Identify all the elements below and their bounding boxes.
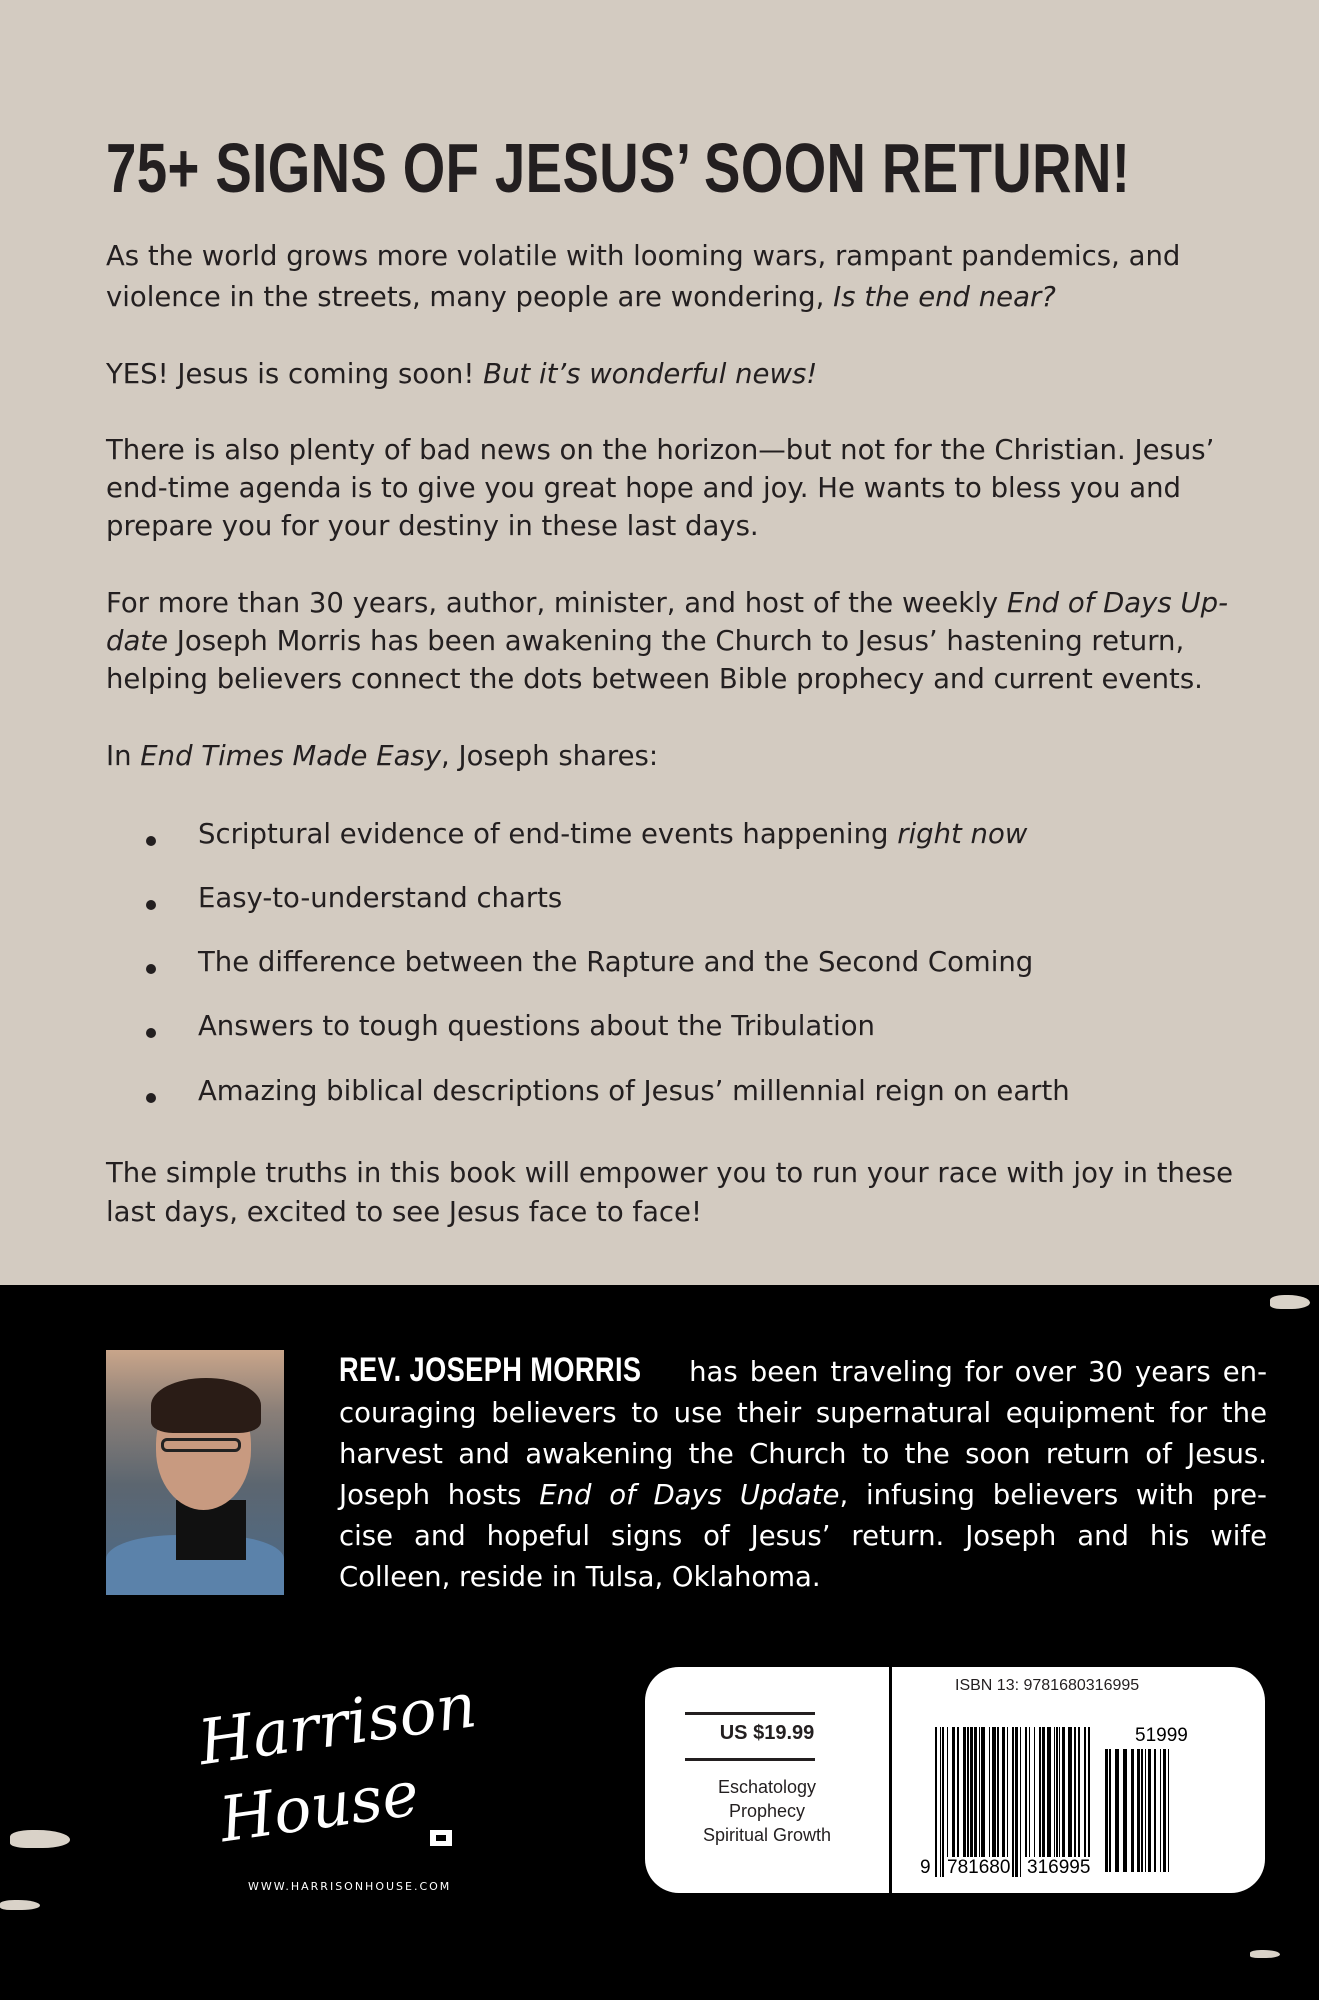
body-line: There is also plenty of bad news on the horizon—but not for the Christian. Jesus’ [106,434,1215,466]
barcode-digits-left: 781680 [947,1857,1011,1878]
barcode-bar [1056,1727,1058,1877]
barcode-bar [952,1727,955,1877]
barcode-bar [1059,1727,1060,1877]
bullet-icon [146,836,156,846]
barcode-bar [942,1727,944,1877]
barcode-bar [997,1727,999,1877]
svg-text:House: House [215,1756,424,1857]
bullet-icon [146,1028,156,1038]
barcode-bar [1015,1727,1018,1877]
barcode-bar [1025,1727,1027,1877]
barcode-bar [1054,1727,1055,1877]
bio-line: cise and hopeful signs of Jesus’ return. Joseph and his wife [339,1520,1267,1552]
barcode-bar [992,1727,996,1877]
bio-line: REV. JOSEPH MORRIS has been traveling for over 30 years en- [339,1351,1267,1389]
barcode-bar [1012,1727,1014,1877]
body-line: violence in the streets, many people are wondering, Is the end near? [106,281,1056,313]
barcode-bar [1148,1749,1151,1872]
author-name: REV. JOSEPH MORRIS [339,1351,642,1389]
barcode-bar [1002,1727,1005,1877]
bullet-item: Scriptural evidence of end-time events happening right now [198,818,1028,850]
barcode-bar [1109,1749,1111,1872]
body-line: In End Times Made Easy, Joseph shares: [106,740,659,772]
publisher-website[interactable]: WWW.HARRISONHOUSE.COM [248,1880,452,1893]
headline: 75+ SIGNS OF JESUS’ SOON RETURN! [106,129,1131,207]
bio-line: harvest and awakening the Church to the soon return of Jesus. [339,1438,1267,1470]
barcode-bar [947,1727,948,1877]
author-bio [339,1350,1267,1598]
barcode-bar [1160,1749,1161,1872]
grunge-splatter [1270,1295,1310,1309]
barcode-bar [1115,1749,1119,1872]
barcode-digits-right: 316995 [1027,1857,1091,1878]
barcode-bar [1062,1727,1065,1877]
bullet-item: Easy-to-understand charts [198,882,563,914]
barcode-bar [1145,1749,1146,1872]
barcode-bar [1007,1727,1008,1877]
bullet-icon [146,964,156,974]
barcode-bar [1084,1727,1086,1877]
barcode-bar [1047,1727,1051,1877]
body-line: end-time agenda is to give you great hope and joy. He wants to bless you and [106,472,1181,504]
barcode-bar [1163,1749,1166,1872]
categories: Eschatology Prophecy Spiritual Growth [702,1777,832,1845]
barcode-bar [1154,1749,1156,1872]
bio-line: Colleen, reside in Tulsa, Oklahoma. [339,1561,821,1593]
barcode-bar [1141,1749,1143,1872]
body-line: The simple truths in this book will empower you to run your race with joy in these [106,1157,1234,1189]
price: US $19.99 [719,1722,815,1744]
barcode-addon: 51999 [1135,1725,1188,1746]
bullet-item: The difference between the Rapture and the Second Coming [198,946,1034,978]
barcode-bar [1078,1727,1080,1877]
bullet-icon [146,1093,156,1103]
barcode-bar [1042,1727,1045,1877]
body-line: last days, excited to see Jesus face to face! [106,1196,702,1228]
barcode-bar [963,1727,966,1877]
bullet-icon [146,900,156,910]
barcode-bar [967,1727,969,1877]
barcode-bar [1034,1727,1035,1877]
barcode-bar [979,1727,980,1877]
bullet-item: Answers to tough questions about the Tribulation [198,1010,875,1042]
barcode-bar [940,1727,941,1877]
grunge-splatter [1250,1950,1280,1958]
svg-text:Harrison: Harrison [193,1668,481,1780]
barcode-bar [1088,1727,1090,1877]
body-line: For more than 30 years, author, minister, and host of the weekly End of Days Up- [106,587,1228,619]
bio-line: Joseph hosts End of Days Update, infusing believers with pre- [339,1479,1267,1511]
barcode-bar [1105,1749,1108,1872]
barcode-bar [1131,1749,1134,1872]
barcode-bar [1029,1727,1030,1877]
barcode-bar [957,1727,959,1877]
barcode-bar [981,1727,985,1877]
barcode-bar [1068,1727,1072,1877]
barcode-bar [1168,1749,1169,1872]
barcode-bar [1039,1727,1041,1877]
barcode-digit-prefix: 9 [920,1857,931,1878]
bio-line: couraging believers to use their supernatural equipment for the [339,1397,1267,1429]
isbn: ISBN 13: 9781680316995 [955,1677,1140,1694]
grunge-splatter [0,1900,40,1910]
body-line: date Joseph Morris has been awakening the Church to Jesus’ hastening return, [106,625,1185,657]
bullet-item: Amazing biblical descriptions of Jesus’ millennial reign on earth [198,1075,1070,1107]
barcode-bar [1074,1727,1076,1877]
body-line: prepare you for your destiny in these last days. [106,510,759,542]
barcode-bar [970,1727,973,1877]
harrison-house-logo [190,1660,500,1870]
barcode-box [645,1667,1265,1893]
barcode-bar [989,1727,990,1877]
barcode-bar [1137,1749,1140,1872]
barcode-bar [1020,1727,1021,1877]
body-line: As the world grows more volatile with looming wars, rampant pandemics, and [106,240,1181,272]
barcode-bar [935,1727,937,1877]
grunge-splatter [10,1830,70,1848]
barcode-bar [1123,1749,1127,1872]
author-photo [106,1350,284,1595]
body-line: helping believers connect the dots between Bible prophecy and current events. [106,663,1203,695]
body-line: YES! Jesus is coming soon! But it’s wonderful news! [106,358,818,390]
barcode-bar [974,1727,977,1877]
